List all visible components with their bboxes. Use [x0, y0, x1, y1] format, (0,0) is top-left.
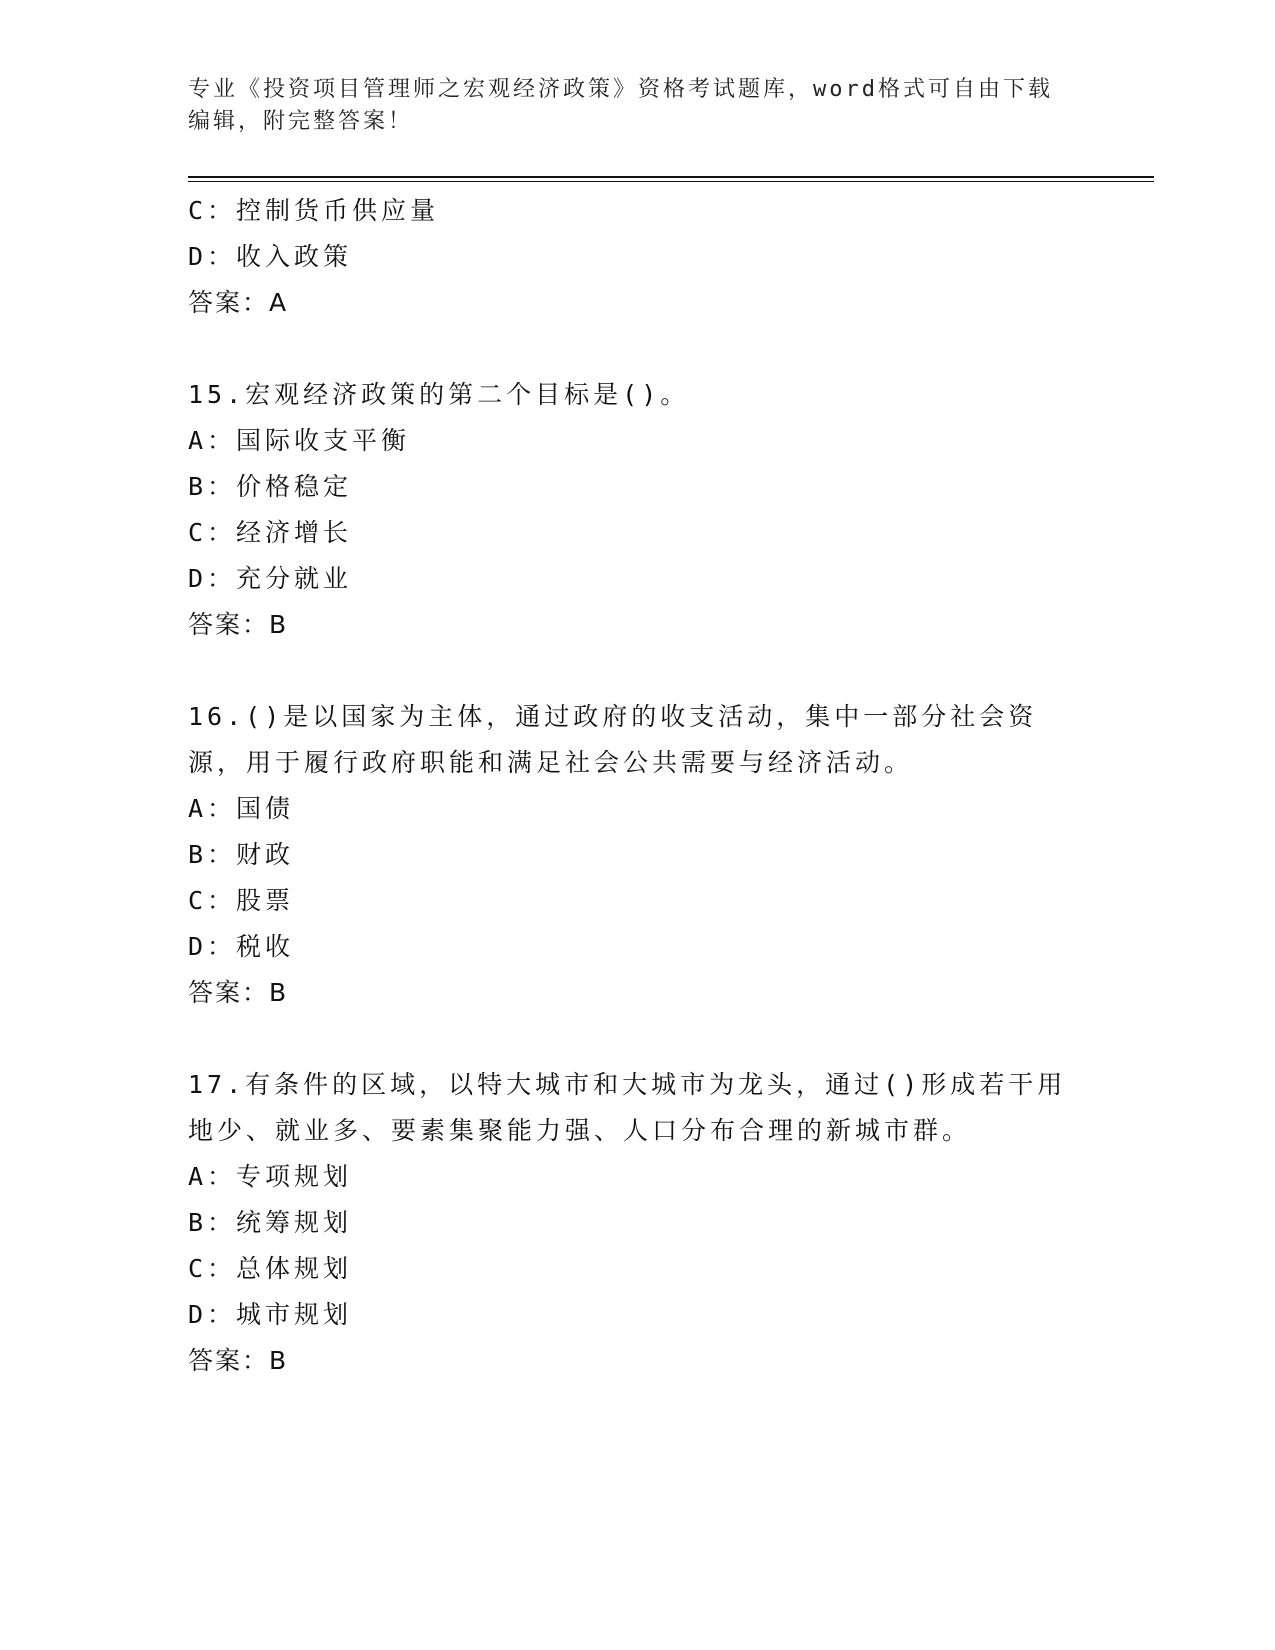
option-d: D：充分就业 — [188, 564, 353, 593]
header-divider-thin — [188, 181, 1154, 182]
question-stem: 17.有条件的区域，以特大城市和大城市为龙头，通过()形成若干用地少、就业多、要素集聚能力强、人口分布合理的新城市群。 — [188, 1070, 1067, 1145]
option-a: A：国债 — [188, 794, 295, 823]
option-d: D：税收 — [188, 932, 295, 961]
option-c: C：总体规划 — [188, 1254, 353, 1283]
option-a: A：国际收支平衡 — [188, 426, 411, 455]
carryover-block — [188, 188, 1088, 326]
answer-label: 答案：B — [188, 610, 289, 639]
spacer — [188, 1016, 1088, 1062]
answer-label: 答案：B — [188, 978, 289, 1007]
question-list — [188, 188, 1088, 1384]
option-c: C：股票 — [188, 886, 295, 915]
header-divider-thick — [188, 176, 1154, 178]
spacer — [188, 326, 1088, 372]
option-b: B：财政 — [188, 840, 295, 869]
option-c: C：控制货币供应量 — [188, 196, 440, 225]
option-a: A：专项规划 — [188, 1162, 353, 1191]
question-17 — [188, 1062, 1088, 1384]
option-d: D：收入政策 — [188, 242, 353, 271]
option-b: B：价格稳定 — [188, 472, 353, 501]
page-header: 专业《投资项目管理师之宏观经济政策》资格考试题库，word格式可自由下载编辑，附完整答案！ — [188, 77, 1053, 134]
option-b: B：统筹规划 — [188, 1208, 353, 1237]
spacer — [188, 648, 1088, 694]
question-stem: 15.宏观经济政策的第二个目标是()。 — [188, 380, 690, 409]
option-c: C：经济增长 — [188, 518, 353, 547]
answer-label: 答案：A — [188, 288, 289, 317]
answer-label: 答案：B — [188, 1346, 289, 1375]
question-stem: 16.()是以国家为主体，通过政府的收支活动，集中一部分社会资源，用于履行政府职能和满足社会公共需要与经济活动。 — [188, 702, 1038, 777]
option-d: D：城市规划 — [188, 1300, 353, 1329]
question-15 — [188, 372, 1088, 648]
question-16 — [188, 694, 1088, 1016]
